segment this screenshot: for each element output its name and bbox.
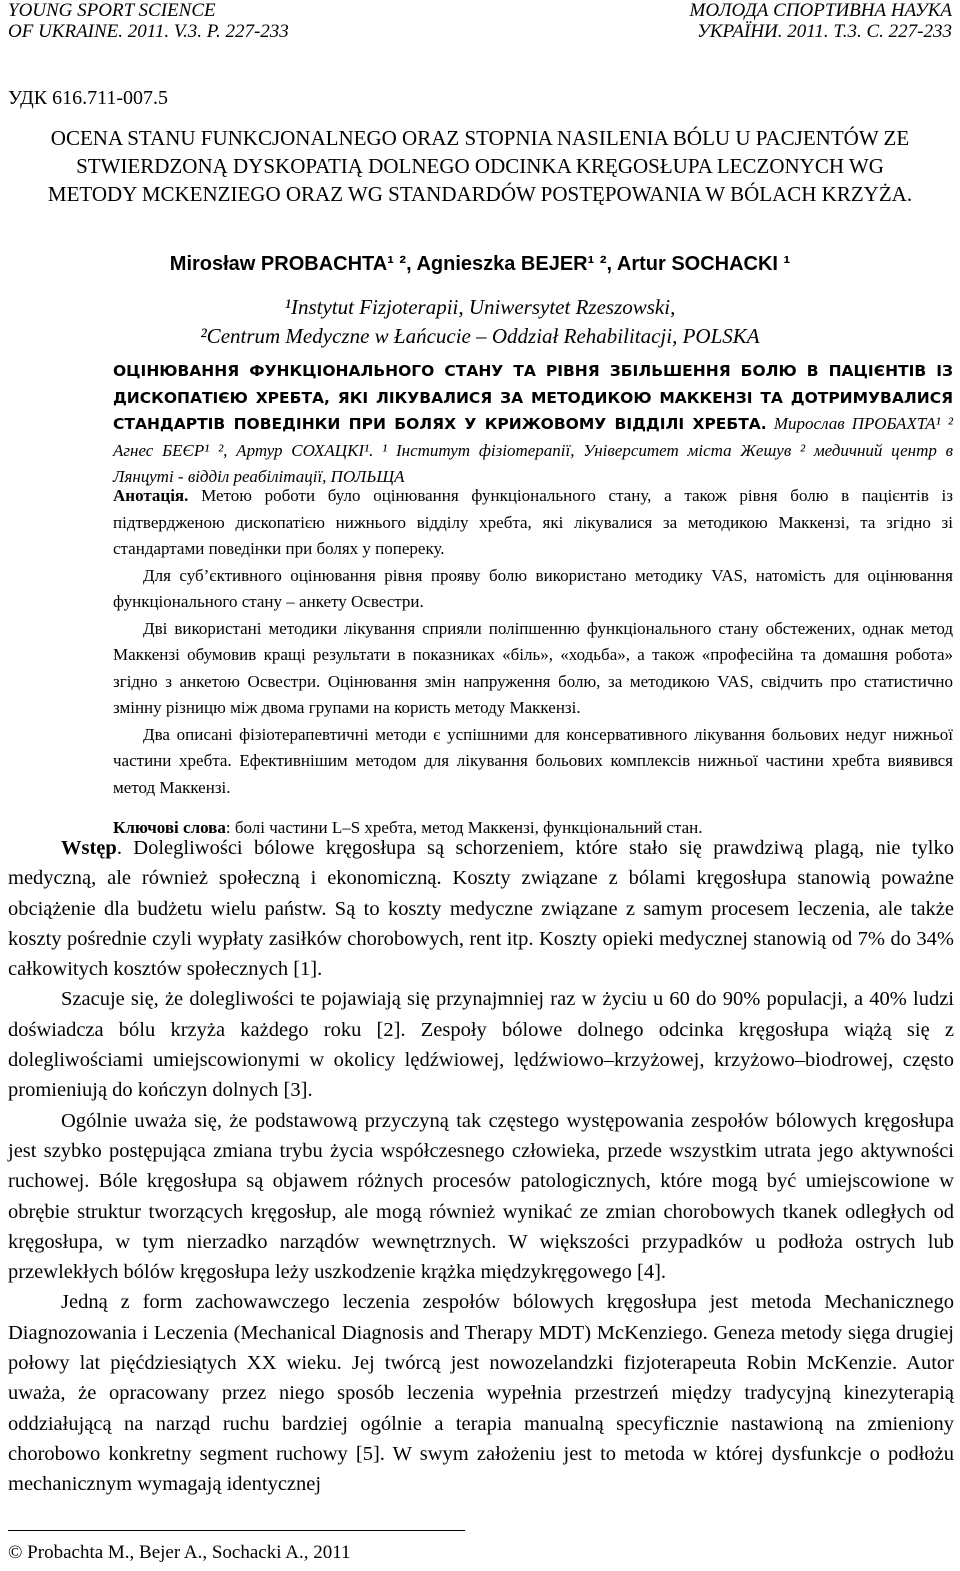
udc-code: УДК 616.711-007.5 [8, 87, 169, 109]
journal-name-ukrainian [690, 0, 952, 42]
abstract [113, 483, 953, 842]
journal-citation-ua: УКРАЇНИ. 2011. Т.3. С. 227-233 [697, 21, 952, 42]
intro-heading: Wstęp [61, 837, 117, 859]
abstract-paragraph-2: Для суб’єктивного оцінювання рівня прояву болю використано методику VAS, натомість для оцінювання функціонального стану – анкету Освестри. [113, 565, 953, 611]
ukrainian-title: ОЦІНЮВАННЯ ФУНКЦІОНАЛЬНОГО СТАНУ ТА РІВНЯ ЗБІЛЬШЕННЯ БОЛЮ В ПАЦІЄНТІВ ІЗ ДИСКОПАТІЄЮ ХРЕБТА, ЯКІ ЛІКУВАЛИСЯ ЗА МЕТОДИКОЮ МАККЕНЗІ ТА ДОТРИМУВАЛИСЯ СТАНДАРТІВ ПОВЕДІНКИ ПРИ БОЛЯХ У КРИЖОВОМУ ВІДДІЛІ ХРЕБТА. [113, 362, 953, 433]
abstract-paragraph-3: Дві використані методики лікування сприяли поліпшенню функціонального стану обстежених, однак метод Маккензі обумовив кращі результати в показниках «біль», «ходьба», а також «професійна та домашня робота» згідно з анкетою Освестри. Оцінювання змін напруження болю, за методикою VAS, свідчить про статистично змінну різницю між двома групами на користь методу Маккензі. [113, 618, 953, 717]
abstract-paragraph-1 [113, 483, 953, 563]
journal-title-en: YOUNG SPORT SCIENCE [8, 0, 216, 21]
article-title: OCENA STANU FUNKCJONALNEGO ORAZ STOPNIA NASILENIA BÓLU U PACJENTÓW ZE STWIERDZONĄ DYSKOPATIĄ DOLNEGO ODCINKA KRĘGOSŁUPA LECZONYCH WG METODY MCKENZIEGO ORAZ WG STANDARDÓW POSTĘPOWANIA W BÓLACH KRZYŻA. [47, 126, 913, 206]
body-paragraph-3: Ogólnie uważa się, że podstawową przyczyną tak częstego występowania zespołów bólowych kręgosłupa jest szybko postępująca zmiana trybu życia współczesnego człowieka, przede wszystkim utrata jego aktywności ruchowej. Bóle kręgosłupa są objawem różnych procesów patologicznych, które mogą być umiejscowione w obrębie struktur tworzących kręgosłup, ale mogą również wynikać ze zmian chorobowych tkanek odległych od kręgosłupa, w tym nierzadko narządów wewnętrznych. W większości przypadków u podłoża ostrych lub przewlekłych bólów kręgosłupa leży uszkodzenie krążka międzykręgowego [4]. [8, 1109, 954, 1284]
affiliations [40, 293, 920, 351]
body-paragraph-2: Szacuje się, że dolegliwości te pojawiają się przynajmniej raz w życiu u 60 do 90% populacji, a 40% ludzi doświadcza bólu krzyża każdego roku [2]. Zespoły bólowe dolnego odcinka kręgosłupa wiążą się z dolegliwościami umiejscowionymi w okolicy lędźwiowej, lędźwiowo–krzyżowej, krzyżowo–biodrowej, często promieniują do kończyn dolnych [3]. [8, 988, 954, 1102]
ukrainian-authors: Мирослав ПРОБАХТА¹ ² Агнес БЕЄР¹ ², Артур СОХАЦКІ¹. ¹ Інститут фізіотерапії, Університет міста Жешув ² медичний центр в Лянцуті - відділ реабілітації, ПОЛЬЩА [113, 414, 953, 486]
journal-citation-en: OF UKRAINE. 2011. V.3. P. 227-233 [8, 21, 289, 42]
body-paragraph-1 [8, 833, 954, 984]
affiliation-1: ¹Instytut Fizjoterapii, Uniwersytet Rzeszowski, [284, 295, 676, 319]
abstract-paragraph-4: Два описані фізіотерапевтичні методи є успішними для консервативного лікування больових недуг нижньої частини хребта. Ефективнішим методом для лікування больових комплексів нижньої частини хребта виявився метод Маккензі. [113, 724, 953, 797]
body-text-1: . Dolegliwości bólowe kręgosłupa są schorzeniem, które stało się prawdziwą plagą, nie tylko medyczną, ale również społeczną i ekonomiczną. Koszty związane z bólami kręgosłupa stanowią poważne obciążenie dla budżetu wielu państw. Są to koszty medyczne związane z samym procesem leczenia, ale także koszty pośrednie czyli wypłaty zasiłków chorobowych, rent itp. Koszty opieki medycznej stanowią od 7% do 34% całkowitych kosztów społecznych [1]. [8, 837, 954, 981]
abstract-text-1: Метою роботи було оцінювання функціонального стану, а також рівня болю в пацієнтів із підтвердженою дископатією нижнього відділу хребта, які лікувалися за методикою Маккензі, та згідно зі стандартами поведінки при болях у попереку. [113, 486, 953, 558]
body-paragraph-4: Jedną z form zachowawczego leczenia zespołów bólowych kręgosłupa jest metoda Mechanicznego Diagnozowania i Leczenia (Mechanical Diagnosis and Therapy MDT) McKenziego. Geneza metody sięga drugiej połowy lat pięćdziesiątych XX wieku. Jej twórcą jest nowozelandzki fizjoterapeuta Robin McKenzie. Autor uważa, że opracowany przez niego sposób leczenia wypełnia przestrzeń między tradycyjną kinezyterapią oddziałującą na narząd ruchu bardziej ogólnie a terapia manualną specyficznie nastawioną na zmieniony chorobowo konkretny segment ruchowy [5]. W swym założeniu jest to metoda w której dysfunkcje o podłożu mechanicznym wymagają identycznej [8, 1291, 954, 1496]
affiliation-2: ²Centrum Medyczne w Łańcucie – Oddział Rehabilitacji, POLSKA [200, 324, 760, 348]
keywords-text: : болі частини L–S хребта, метод Маккензі, функціональний стан. [225, 818, 703, 837]
article-body [8, 833, 954, 1500]
author-list: Mirosław PROBACHTA¹ ², Agnieszka BEJER¹ ², Artur SOCHACKI ¹ [169, 253, 791, 275]
keywords-label: Ключові слова [113, 818, 226, 837]
copyright-note: © Probachta M., Bejer A., Sochacki A., 2011 [8, 1542, 351, 1563]
journal-name-english [8, 0, 289, 42]
running-header [8, 0, 952, 44]
journal-title-ua: МОЛОДА СПОРТИВНА НАУКА [689, 0, 952, 21]
footnote-rule [8, 1530, 465, 1531]
abstract-label: Анотація. [113, 486, 189, 505]
ukrainian-title-block [113, 358, 953, 491]
